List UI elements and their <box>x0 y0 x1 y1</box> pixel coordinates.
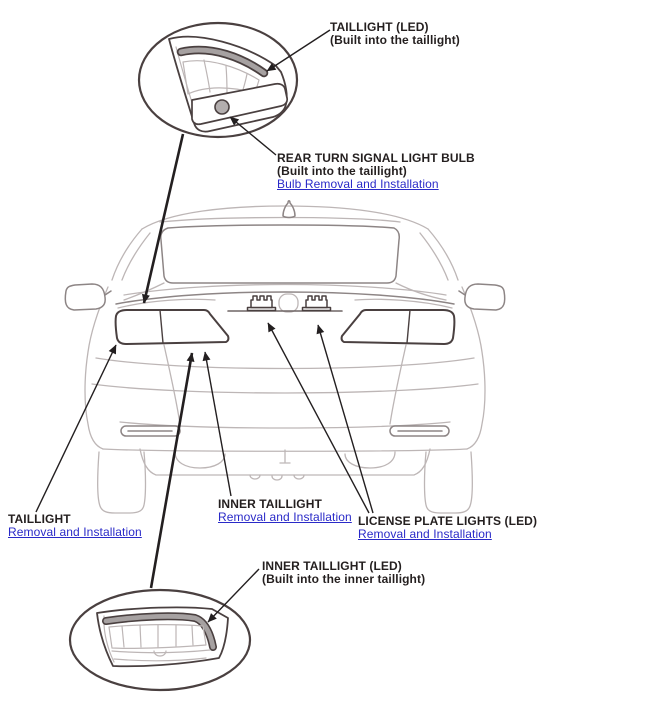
link-bulb-removal-and-installation[interactable]: Bulb Removal and Installation <box>277 177 439 191</box>
callout-subtitle: (Built into the taillight) <box>277 164 407 178</box>
right-taillight <box>342 310 455 344</box>
callout-inner-taillight-led <box>262 560 425 586</box>
callout-inner-taillight <box>218 498 352 524</box>
taillight-detail-inset <box>139 23 297 137</box>
right-mirror <box>465 284 505 310</box>
leader-license-plate-left <box>268 323 369 513</box>
antenna-fin <box>283 201 295 218</box>
left-mirror <box>65 284 105 310</box>
leader-inset-to-inner-taillight <box>151 353 192 588</box>
callout-title: LICENSE PLATE LIGHTS (LED) <box>358 514 538 528</box>
left-taillight <box>116 310 229 344</box>
callout-title: INNER TAILLIGHT (LED) <box>262 559 402 573</box>
callout-taillight-led <box>330 21 460 47</box>
leader-taillight <box>36 345 116 512</box>
car-rear-view-illustration <box>65 201 504 513</box>
callout-rear-turn-signal <box>277 152 475 191</box>
callout-title: REAR TURN SIGNAL LIGHT BULB <box>277 151 475 165</box>
inner-taillight-detail-inset <box>70 590 250 690</box>
rear-window <box>161 225 400 283</box>
callout-title: TAILLIGHT <box>8 512 71 526</box>
emblem <box>279 294 298 312</box>
callout-subtitle: (Built into the inner taillight) <box>262 572 426 586</box>
callout-title: TAILLIGHT (LED) <box>330 20 429 34</box>
callout-license-plate-lights <box>358 515 537 541</box>
turn-signal-bulb <box>215 100 229 114</box>
callout-title: INNER TAILLIGHT <box>218 497 322 511</box>
license-plate-lights <box>248 296 331 311</box>
link-taillight-removal-and-installation[interactable]: Removal and Installation <box>8 525 142 539</box>
link-license-plate-removal-and-installation[interactable]: Removal and Installation <box>358 527 492 541</box>
leader-license-plate-right <box>318 325 373 513</box>
link-inner-taillight-removal-and-installation[interactable]: Removal and Installation <box>218 510 352 524</box>
callout-subtitle: (Built into the taillight) <box>330 33 460 47</box>
callout-taillight <box>8 513 142 539</box>
